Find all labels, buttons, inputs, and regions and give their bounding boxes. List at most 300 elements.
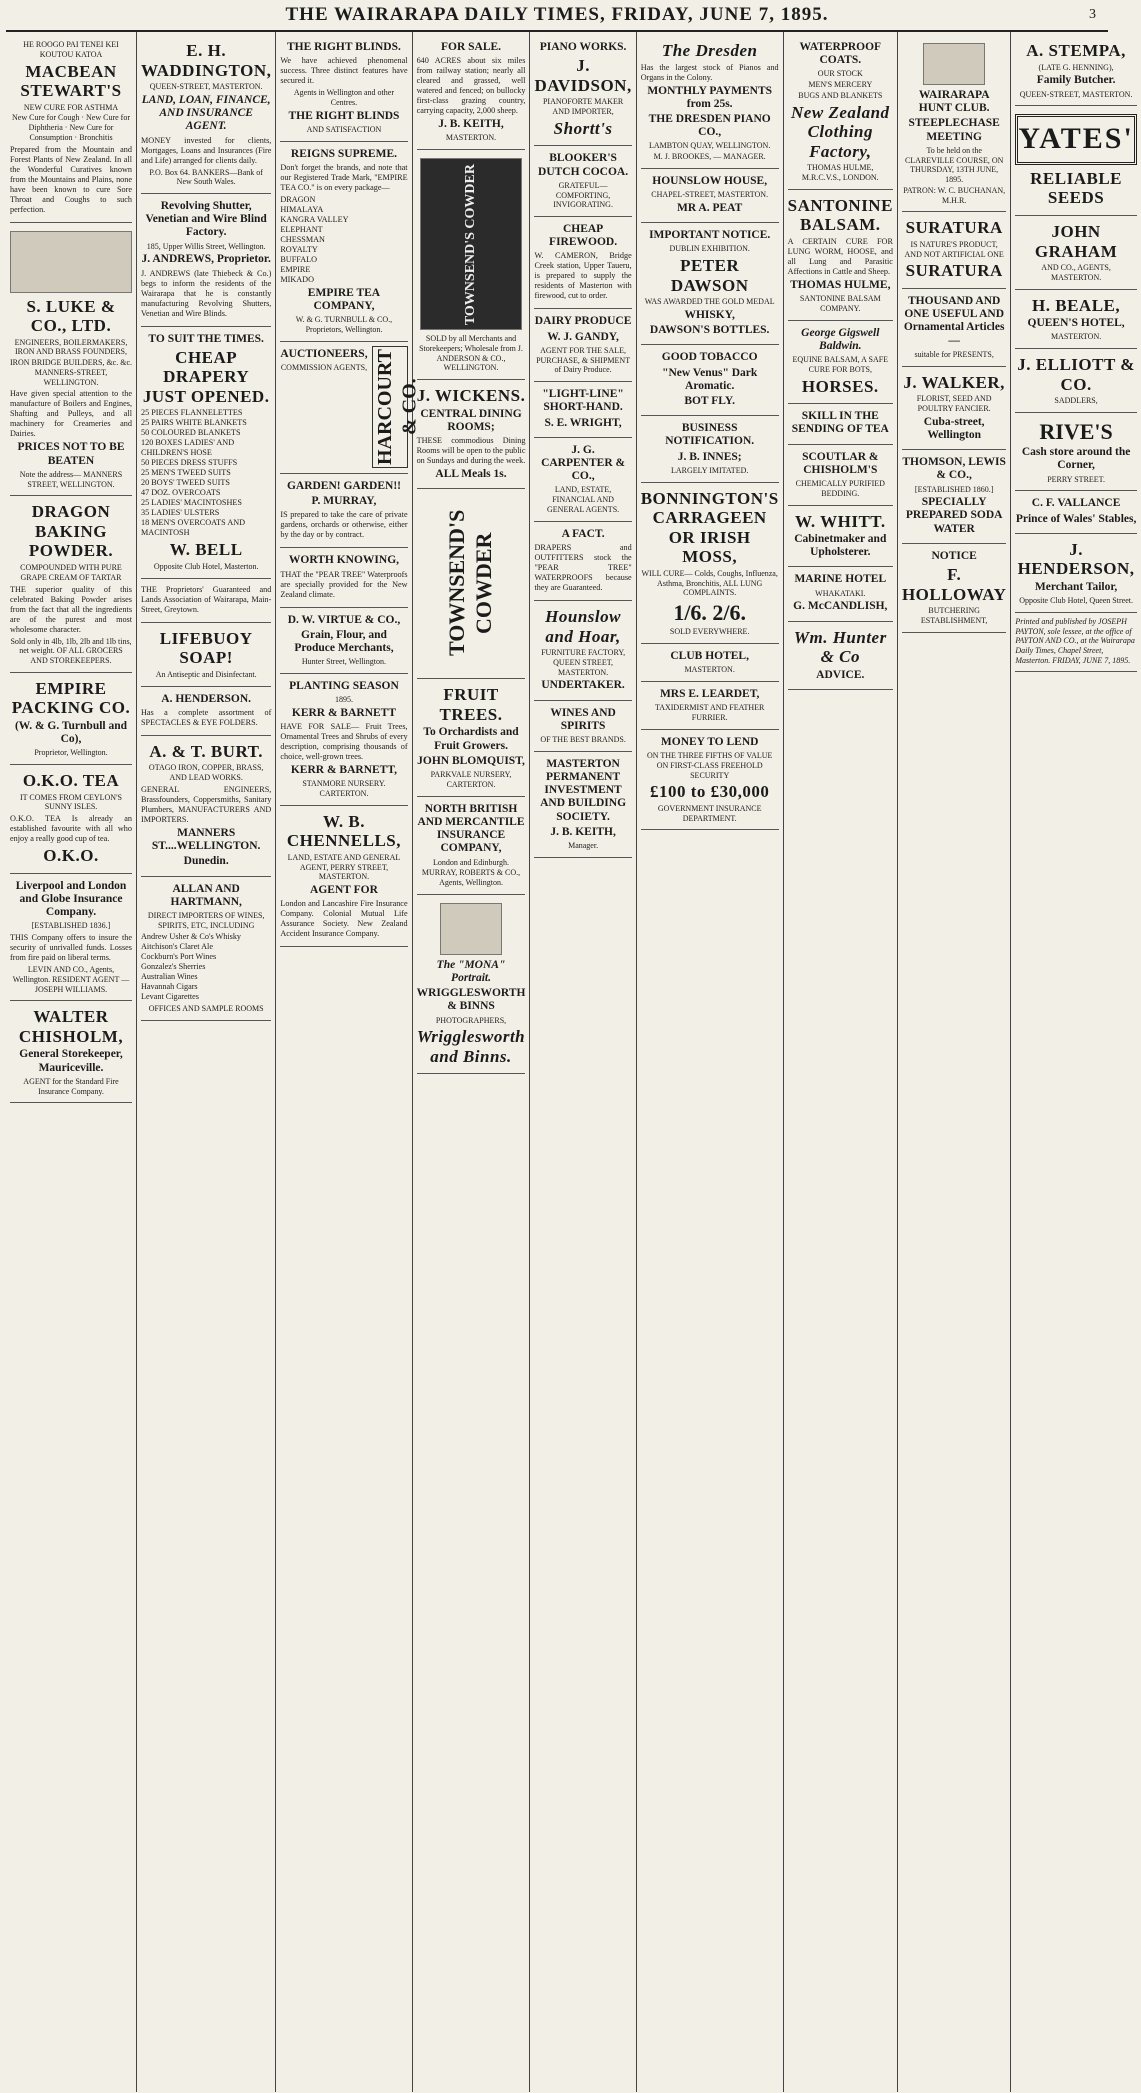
list-item: MIKADO	[280, 274, 315, 284]
ad-name: PETER DAWSON	[670, 256, 749, 295]
ad-shorthand	[534, 382, 631, 438]
ad-blinds	[280, 35, 407, 142]
list-item: KANGRA VALLEY	[280, 214, 349, 224]
ad-sub: An Antiseptic and Disinfectant.	[155, 669, 257, 679]
ad-agent: J. B. KEITH,	[438, 118, 504, 131]
ad-carpenter	[534, 438, 631, 522]
ad-north-british	[417, 797, 526, 895]
masthead	[6, 0, 1108, 32]
ad-henderson	[141, 687, 271, 736]
ad-sub: LARGELY IMITATED.	[671, 465, 749, 475]
ad-presents	[902, 289, 1006, 367]
ad-dragon	[10, 496, 132, 672]
ad-title: D. W. VIRTUE & CO.,	[287, 613, 401, 626]
ad-townsend-image	[417, 150, 526, 380]
ad-lines: New Cure for Cough · New Cure for Diphtheria · New Cure for Consumption · Bronchitis	[12, 113, 130, 142]
ad-equine-balsam	[788, 321, 893, 404]
vertical-banner: HARCOURT & CO.	[373, 348, 420, 465]
ad-foot: GOVERNMENT INSURANCE DEPARTMENT.	[657, 803, 762, 823]
ad-name: J. DAVIDSON,	[534, 56, 632, 95]
ad-title: LIFEBUOY SOAP!	[159, 628, 253, 668]
ad-sub: BUTCHERING ESTABLISHMENT,	[920, 606, 988, 625]
ad-rives	[1015, 413, 1136, 491]
ad-sub: EQUINE BALSAM, A SAFE CURE FOR BOTS,	[792, 355, 889, 374]
list-item: 50 COLOURED BLANKETS	[141, 428, 241, 438]
ad-sub: Merchant Tailor,	[1034, 580, 1118, 593]
ad-townsend-vertical	[417, 489, 526, 679]
ad-sub: FURNITURE FACTORY, QUEEN STREET, MASTERTON.	[541, 648, 626, 677]
drapery-list	[141, 408, 271, 538]
ad-body: 640 ACRES about six miles from railway station; nearly all cleared and grassed, well watered and fenced; on bullocky first-class grazing country, carrying capacity, 2,000 sheep.	[416, 56, 526, 116]
ad-name: EMPIRE TEA COMPANY,	[307, 286, 381, 313]
ad-wines	[534, 701, 631, 752]
list-item: Andrew Usher & Co's Whisky	[141, 932, 242, 942]
ad-title: The Dresden	[661, 41, 758, 60]
ad-sub: IT COMES FROM CEYLON'S SUNNY ISLES.	[20, 792, 122, 812]
product-illustration	[420, 158, 522, 330]
list-item: DRAGON	[280, 194, 316, 204]
ad-body: W. CAMERON, Bridge Creek station, Upper Taueru, is prepared to supply the residents of Masterton with firewood, cut to order.	[534, 251, 632, 301]
ad-sub: STANMORE NURSERY. CARTERTON.	[302, 779, 386, 799]
ad-mona-portrait	[417, 895, 526, 1075]
ad-title: O.K.O. TEA	[22, 771, 120, 791]
ad-walker	[902, 367, 1006, 450]
ad-title: ALLAN AND HARTMANN,	[170, 882, 242, 908]
ad-sub: PHOTOGRAPHERS,	[435, 1015, 507, 1025]
ad-sub: To Orchardists and Fruit Growers.	[423, 726, 519, 752]
list-item: MEN'S MERCERY	[808, 80, 873, 90]
ad-body: THIS Company offers to insure the security of unrivalled funds. Losses from fire paid on liberal terms.	[10, 933, 132, 963]
column-2	[137, 32, 276, 2092]
ad-body: AGENT for the Standard Fire Insurance Company.	[23, 1076, 119, 1096]
ad-sub: MASTERTON.	[684, 665, 735, 675]
ad-title: MONEY TO LEND	[660, 735, 759, 748]
ad-addr: QUEEN-STREET, MASTERTON.	[149, 82, 263, 92]
ad-body: Has the largest stock of Pianos and Organs in the Colony.	[640, 62, 779, 82]
list-item: Havannah Cigars	[141, 982, 198, 992]
ad-chisholm	[10, 1001, 132, 1103]
ad-addr: PERRY STREET.	[1047, 474, 1105, 484]
newspaper-title: THE WAIRARAPA DAILY TIMES, FRIDAY, JUNE 7, 1895.	[285, 4, 829, 25]
ad-body: THE superior quality of this celebrated Baking Powder arises from the fact that all the ingredients are of the purest and most wholesome character.	[10, 584, 132, 634]
ad-hulme: THOMAS HULME, M.R.C.V.S., LONDON.	[801, 163, 879, 183]
ad-name: J. B. INNES;	[677, 450, 742, 463]
ad-addr: QUEEN-STREET, MASTERTON.	[1019, 89, 1133, 99]
ad-agent: AGENT FOR	[310, 884, 378, 897]
ad-body: O.K.O. TEA Is already an established favourite with all who enjoy a really good cup of tea.	[10, 814, 132, 844]
column-1	[6, 32, 137, 2092]
column-3	[276, 32, 420, 2092]
ad-meals: ALL Meals 1s.	[435, 468, 507, 481]
ad-sub: LAMBTON QUAY, WELLINGTON.	[649, 141, 771, 151]
ad-empire-tea	[280, 142, 407, 342]
ad-name: W. J. GANDY,	[547, 330, 619, 343]
ad-title: MACBEAN STEWART'S	[20, 61, 122, 101]
ad-advice: ADVICE.	[816, 668, 865, 681]
ad-note: Note the address— MANNERS STREET, WELLINGTON.	[19, 469, 123, 489]
ad-sub: QUEEN'S HOTEL,	[1027, 317, 1125, 330]
imprint-text: Printed and published by JOSEPH PAYTON, sole lessee, at the office of PAYTON AND CO., at the Wairarapa Daily Times, Chapel Street, Masterton. FRIDAY, JUNE 7, 1895.	[1015, 616, 1135, 665]
ad-sub: PIANOFORTE MAKER AND IMPORTER,	[542, 97, 624, 117]
ad-dawson	[641, 223, 779, 345]
ad-sub: CENTRAL DINING ROOMS;	[420, 407, 522, 433]
ad-body: DRAPERS and OUTFITTERS stock the "PEAR TREE" WATERPROOFS because they are Guaranteed.	[534, 542, 632, 592]
ad-head: HE ROOGO PAI TENEI KEI KOUTOU KATOA	[23, 40, 119, 59]
ad-body: Have given special attention to the manufacture of Boilers and Engines, Shafting and Pulleys, and all machinery for Creameries and Dairies.	[10, 389, 132, 439]
ad-title: Revolving Shutter, Venetian and Wire Blind Factory.	[145, 200, 267, 239]
ad-thomson-lewis	[902, 450, 1006, 544]
ad-sub: AND SATISFACTION	[306, 124, 382, 134]
ad-title-2: O.K.O.	[43, 846, 99, 866]
ad-sub: London and Edinburgh.	[432, 857, 510, 867]
ad-burt	[141, 736, 271, 877]
ad-addr: Opposite Club Hotel, Masterton.	[153, 562, 259, 572]
ad-addr: MANNERS ST....WELLINGTON.	[151, 826, 261, 853]
ad-title: EMPIRE PACKING CO.	[11, 678, 131, 718]
ad-body: Has a complete assortment of SPECTACLES & EYE FOLDERS.	[141, 707, 272, 727]
ad-dresden	[641, 35, 779, 169]
ad-sub: W. & G. TURNBULL & CO., Proprietors, Wellington.	[295, 315, 393, 335]
ad-sub: WHAKATAKI.	[815, 588, 866, 598]
ad-name-2: KERR & BARNETT,	[290, 764, 398, 777]
ad-vallance	[1015, 491, 1136, 533]
ad-title: DAIRY PRODUCE	[534, 315, 632, 328]
ad-harcourt	[280, 342, 420, 474]
ad-body: GENERAL ENGINEERS, Brassfounders, Coppersmiths, Sanitary Plumbers, MANUFACTURERS AND IMPORTERS.	[141, 784, 272, 824]
ad-title: BONNINGTON'S CARRAGEEN OR IRISH MOSS,	[640, 488, 779, 567]
ad-title: BUSINESS NOTIFICATION.	[665, 422, 755, 448]
ad-sold: Sold only in 4lb, 1lb, 2lb and 1lb tins, net weight. OF ALL GROCERS AND STOREKEEPERS.	[10, 636, 132, 666]
ad-title-2: THE RIGHT BLINDS	[288, 109, 400, 122]
crest-illustration	[440, 903, 502, 955]
list-item: 50 PIECES DRESS STUFFS	[141, 458, 238, 468]
ad-bedding	[788, 445, 893, 506]
column-8	[898, 32, 1011, 2092]
imprint	[1015, 613, 1136, 672]
columns	[6, 32, 1137, 2092]
ad-shortts: Shortt's	[553, 118, 613, 138]
ad-name: G. McCANDLISH,	[793, 600, 888, 613]
ad-virtue	[280, 608, 407, 674]
ad-title: WORTH KNOWING,	[288, 554, 400, 567]
ad-sub: Prince of Wales' Stables,	[1015, 512, 1137, 525]
ad-business	[641, 416, 779, 482]
ad-name: THOMAS HULME,	[790, 278, 891, 291]
ad-sub: COMMISSION AGENTS,	[280, 363, 368, 373]
ad-title: SCOUTLAR & CHISHOLM'S	[802, 450, 879, 476]
ad-title: J. WICKENS.	[416, 386, 526, 406]
ad-foot: Wrigglesworth and Binns.	[416, 1027, 526, 1066]
list-item: 25 PIECES FLANNELETTES	[141, 408, 243, 418]
ad-title: RIVE'S	[1039, 418, 1113, 444]
ad-body: THE Proprietors' Guaranteed and Lands Association of Wairarapa, Main-Street, Greytown.	[141, 584, 272, 614]
product-label: TOWNSEND'S COWDER	[463, 163, 479, 325]
ad-elliott	[1015, 349, 1136, 413]
ad-title: IMPORTANT NOTICE.	[649, 229, 771, 242]
column-9	[1011, 32, 1140, 2092]
ad-prop: J. ANDREWS, Proprietor.	[141, 253, 271, 266]
ad-sub: DIRECT IMPORTERS OF WINES, SPIRITS, ETC, INCLUDING	[147, 910, 265, 930]
ad-est: [ESTABLISHED 1860.]	[914, 484, 994, 494]
ad-title: H. BEALE,	[1032, 295, 1121, 315]
ad-sub: SADDLERS,	[1054, 396, 1098, 406]
ad-addr: PARKVALE NURSERY, CARTERTON.	[430, 770, 512, 789]
ad-foot: OFFICES AND SAMPLE ROOMS	[148, 1004, 264, 1014]
ad-agent: LEVIN AND CO., Agents, Wellington. RESIDENT AGENT — JOSEPH WILLIAMS.	[12, 965, 130, 994]
ad-title: DRAGON BAKING POWDER.	[28, 502, 114, 561]
column-6	[637, 32, 784, 2092]
ad-tea-skill	[788, 404, 893, 444]
ad-title: SKILL IN THE SENDING OF TEA	[791, 410, 889, 436]
column-7	[784, 32, 898, 2092]
ad-title: REIGNS SUPREME.	[290, 147, 397, 160]
ad-sub: CHAPEL-STREET, MASTERTON.	[651, 190, 769, 200]
list-item: 25 LADIES' MACINTOSHES	[141, 498, 242, 508]
ad-title: C. F. VALLANCE	[1031, 497, 1121, 510]
ad-sub: CHEAP DRAPERY JUST OPENED.	[142, 347, 270, 406]
list-item: Australian Wines	[141, 972, 198, 982]
ad-sub: OF THE BEST BRANDS.	[540, 734, 626, 744]
ad-payments: MONTHLY PAYMENTS from 25s.	[647, 84, 773, 110]
ad-title: J. HENDERSON,	[1017, 539, 1135, 579]
ad-sub: (LATE G. HENNING),	[1038, 62, 1114, 72]
ad-sub: (W. & G. Turnbull and Co),	[14, 719, 128, 746]
ad-title: Hounslow and Hoar,	[545, 606, 621, 646]
ad-title: J. ELLIOTT & CO.	[1017, 355, 1135, 394]
ad-title: CLUB HOTEL,	[670, 650, 749, 663]
ad-sub: LAND, LOAN, FINANCE, AND INSURANCE AGENT.	[141, 93, 271, 133]
ad-amount: £100 to £30,000	[649, 782, 770, 802]
ad-body: THESE commodious Dining Rooms will be open to the public on Sundays and during the week.	[416, 436, 526, 466]
ad-title: THE RIGHT BLINDS.	[287, 41, 401, 53]
ad-foot: HORSES.	[801, 376, 879, 396]
list-item: 20 BOYS' TWEED SUITS	[141, 478, 230, 488]
ad-prop: Proprietor, Wellington.	[34, 748, 108, 758]
ad-oko-tea	[10, 765, 132, 874]
ad-bonnington	[641, 483, 779, 644]
ad-foot: BOT FLY.	[684, 395, 736, 408]
ad-hounslow-hoar	[534, 601, 631, 701]
column-5	[530, 32, 636, 2092]
ad-title: W. B. CHENNELLS,	[286, 811, 402, 851]
ad-name: WRIGGLESWORTH & BINNS	[416, 987, 526, 1013]
ad-money	[641, 730, 779, 831]
ad-title: WINES AND SPIRITS	[550, 706, 616, 732]
ad-title: CHEAP FIREWOOD.	[549, 223, 618, 249]
ad-title: F. HOLLOWAY	[901, 565, 1007, 604]
ad-title: A FACT.	[561, 527, 605, 540]
ad-body: MONEY invested for clients, Mortgages, Loans and Insurances (Fire and Life) arranged for clients daily.	[141, 135, 272, 165]
ad-title: Wm. Hunter & Co	[793, 627, 887, 667]
ad-title: BLOOKER'S DUTCH COCOA.	[538, 152, 629, 178]
ad-addr: IRON BRIDGE BUILDERS, &c. &c. MANNERS-STREET, WELLINGTON.	[10, 358, 132, 387]
ad-building-society	[534, 752, 631, 858]
ad-sub: General Storekeeper, Mauriceville.	[19, 1048, 123, 1074]
ad-role: Family Butcher.	[1036, 74, 1116, 87]
list-item: EMPIRE	[280, 264, 311, 274]
ad-body: THAT the "PEAR TREE" Waterproofs are specially provided for the New Zealand climate.	[280, 569, 408, 599]
ad-firewood	[534, 217, 631, 309]
list-item: ROYALTY	[280, 244, 318, 254]
ad-title: J. WALKER,	[903, 372, 1005, 392]
ad-macbean	[10, 35, 132, 223]
ad-price: PRICES NOT TO BE BEATEN	[17, 441, 125, 467]
ad-addr: 185, Upper Willis Street, Wellington.	[146, 241, 266, 251]
ad-name: THE DRESDEN PIANO CO.,	[648, 112, 771, 139]
ad-title: PLANTING SEASON	[289, 679, 399, 692]
ad-hunt-club	[902, 35, 1006, 212]
ad-price: 1/6. 2/6.	[673, 600, 747, 626]
ad-factory: New Zealand Clothing Factory,	[791, 102, 890, 161]
ad-title: AUCTIONEERS,	[280, 347, 368, 360]
list-item: BUGS AND BLANKETS	[798, 90, 883, 100]
ad-leardet	[641, 682, 779, 730]
ad-hunter	[788, 622, 893, 690]
ad-foot: UNDERTAKER.	[541, 679, 625, 692]
ad-date: To be held on the CLAREVILLE COURSE, ON THURSDAY, 13TH JUNE, 1895.	[904, 145, 1004, 185]
ad-sub: DUBLIN EXHIBITION.	[669, 244, 750, 254]
ad-sub: "New Venus" Dark Aromatic.	[662, 366, 758, 392]
ad-graham	[1015, 216, 1136, 290]
ad-sub: SANTONINE BALSAM COMPANY.	[799, 294, 881, 313]
list-item: 25 PAIRS WHITE BLANKETS	[141, 418, 247, 428]
list-item: HIMALAYA	[280, 204, 324, 214]
wine-list	[141, 932, 271, 1002]
list-item: Cockburn's Port Wines	[141, 952, 217, 962]
ad-j-henderson	[1015, 534, 1136, 613]
ad-title: THOUSAND AND ONE USEFUL AND Ornamental Articles—	[903, 294, 1005, 347]
ad-sub: TAXIDERMIST AND FEATHER FURRIER.	[654, 703, 765, 723]
ad-lifebuoy	[141, 623, 271, 687]
ad-title: J. G. CARPENTER & CO.,	[541, 443, 626, 483]
ad-patron: PATRON: W. C. BUCHANAN, M.H.R.	[903, 185, 1006, 205]
ad-sub: LAND, ESTATE, FINANCIAL AND GENERAL AGENTS.	[547, 485, 620, 514]
ad-title: WAIRARAPA HUNT CLUB.	[918, 89, 990, 115]
ad-est: [ESTABLISHED 1836.]	[31, 921, 111, 931]
list-item: 18 MEN'S OVERCOATS AND MACINTOSH	[141, 518, 246, 538]
ad-title: "LIGHT-LINE" SHORT-HAND.	[542, 388, 624, 414]
ad-marine-hotel	[788, 567, 893, 621]
ad-santonine	[788, 190, 893, 321]
ad-role: Manager.	[568, 841, 599, 851]
ad-sub: CHEMICALLY PURIFIED BEDDING.	[795, 479, 885, 498]
ad-drapery	[141, 327, 271, 579]
ad-for-sale	[417, 35, 526, 150]
ad-chennells	[280, 806, 407, 948]
ad-body: London and Lancashire Fire Insurance Company. Colonial Mutual Life Assurance Society. New Zealand Accident Insurance Company.	[280, 899, 408, 939]
list-item: 47 DOZ. OVERCOATS	[141, 488, 221, 498]
ad-sub: WILL CURE— Colds, Coughs, Influenza, Asthma, Bronchitis, ALL LUNG COMPLAINTS.	[641, 568, 778, 598]
ad-sub: OTAGO IRON, COPPER, BRASS, AND LEAD WORKS.	[148, 763, 264, 783]
ad-waterproof	[788, 35, 893, 190]
ad-wickens	[417, 380, 526, 489]
ad-worth-knowing	[280, 548, 407, 607]
list-item: ELEPHANT	[280, 224, 323, 234]
ad-manager: M. J. BROOKES, — MANAGER.	[653, 152, 766, 162]
ad-addr: MASTERTON.	[1050, 332, 1102, 342]
ad-fruit-trees	[417, 679, 526, 796]
ad-award: WAS AWARDED THE GOLD MEDAL	[644, 297, 775, 307]
ad-body: J. ANDREWS (late Thiebeck & Co.) begs to inform the residents of the Wairarapa that he is constantly manufacturing Revolving Shutters, Venetian and Wire Blinds.	[141, 268, 272, 318]
list-item: 25 MEN'S TWEED SUITS	[141, 468, 231, 478]
ad-sub: IS NATURE'S PRODUCT, AND NOT ARTIFICIAL ONE	[904, 239, 1004, 259]
ad-title: MARINE HOTEL	[794, 573, 887, 586]
ad-title: WATERPROOF COATS.	[799, 41, 882, 67]
ad-title: A. STEMPA,	[1026, 41, 1126, 60]
ad-sub: RELIABLE SEEDS	[1030, 168, 1123, 208]
ad-name: JOHN BLOMQUIST,	[417, 754, 525, 767]
ad-box: P.O. Box 64. BANKERS—Bank of New South Wales.	[149, 167, 263, 187]
ad-product: WHISKY,	[684, 308, 735, 321]
ad-club-hotel	[641, 644, 779, 682]
ad-garden	[280, 474, 407, 548]
ad-title: The "MONA" Portrait.	[436, 958, 506, 984]
page-number: 3	[1089, 7, 1096, 22]
ad-title: George Gigswell Baldwin.	[801, 326, 880, 352]
ad-title: S. LUKE & CO., LTD.	[26, 296, 116, 336]
ad-title: A. & T. BURT.	[149, 741, 263, 761]
ad-association	[141, 579, 271, 623]
ad-sub: FLORIST, SEED AND POULTRY FANCIER.	[916, 394, 992, 413]
ad-sub: suitable for PRESENTS,	[914, 349, 994, 359]
ad-title-2: SURATURA	[905, 261, 1003, 281]
list-item: BUFFALO	[280, 254, 318, 264]
ad-title: E. H. WADDINGTON,	[141, 41, 272, 80]
ad-sub: COMPOUNDED WITH PURE GRAPE CREAM OF TARTAR	[20, 563, 122, 582]
ad-title: Liverpool and London and Globe Insurance Company.	[15, 879, 127, 919]
ad-hounslow-house	[641, 169, 779, 223]
ad-body: Don't forget the brands, and note that our Registered Trade Mark, "EMPIRE TEA CO." is on every package—	[280, 162, 408, 192]
horse-illustration	[923, 43, 985, 85]
ad-gandy	[534, 309, 631, 382]
ad-empire-packing	[10, 673, 132, 765]
ad-sub: ENGINEERS, BOILERMAKERS, IRON AND BRASS FOUNDERS,	[14, 337, 128, 357]
ad-a-fact	[534, 522, 631, 601]
ad-body: We have achieved phenomenal success. Three distinct features have secured it.	[280, 56, 408, 86]
ad-luke	[10, 223, 132, 497]
list-item: CHESSMAN	[280, 234, 325, 244]
ad-sub: AGENT FOR THE SALE, PURCHASE, & SHIPMENT of Dairy Produce.	[536, 345, 631, 375]
ad-title: GOOD TOBACCO	[661, 351, 758, 364]
ad-title: WALTER CHISHOLM,	[18, 1007, 124, 1046]
ad-name: MR A. PEAT	[677, 201, 743, 214]
ad-name: P. MURRAY,	[311, 495, 377, 508]
ad-title: MRS E. LEARDET,	[659, 688, 760, 701]
ad-name: W. BELL	[169, 540, 243, 560]
ad-holloway	[902, 544, 1006, 633]
ad-title: GARDEN! GARDEN!!	[286, 479, 401, 492]
ad-tobacco	[641, 345, 779, 416]
ad-title: W. WHITT.	[794, 511, 886, 531]
ad-body: Prepared from the Mountain and Forest Plants of New Zealand. In all the Wonderful Curatives known from the Mountains and Plains, none have been known to cure Sore Throat and Coughs to such perfection.	[10, 144, 132, 214]
ad-addr: Cuba-street, Wellington	[923, 415, 985, 441]
ad-name: J. B. KEITH,	[550, 825, 616, 838]
ad-sub: LAND, ESTATE AND GENERAL AGENT, PERRY STREET, MASTERTON.	[287, 852, 401, 882]
column-4	[413, 32, 531, 2092]
list-item: Gonzalez's Sherries	[141, 962, 206, 972]
ad-title: MASTERTON PERMANENT INVESTMENT AND BUILDING SOCIETY.	[540, 757, 627, 823]
ad-year: 1895.	[334, 695, 353, 705]
ad-title: FOR SALE.	[440, 41, 502, 53]
ad-title: TO SUIT THE TIMES.	[148, 332, 264, 345]
ad-addr: Hunter Street, Wellington.	[301, 657, 386, 667]
ad-whitt	[788, 506, 893, 568]
ad-title: PIANO WORKS.	[539, 41, 627, 53]
ad-body: IS prepared to take the care of private gardens, orchards or otherwise, either by the day or by contract.	[280, 510, 408, 540]
ad-title: YATES'	[1015, 114, 1136, 165]
ad-name: KERR & BARNETT	[291, 706, 397, 719]
ad-sub: OUR STOCK	[817, 69, 863, 79]
